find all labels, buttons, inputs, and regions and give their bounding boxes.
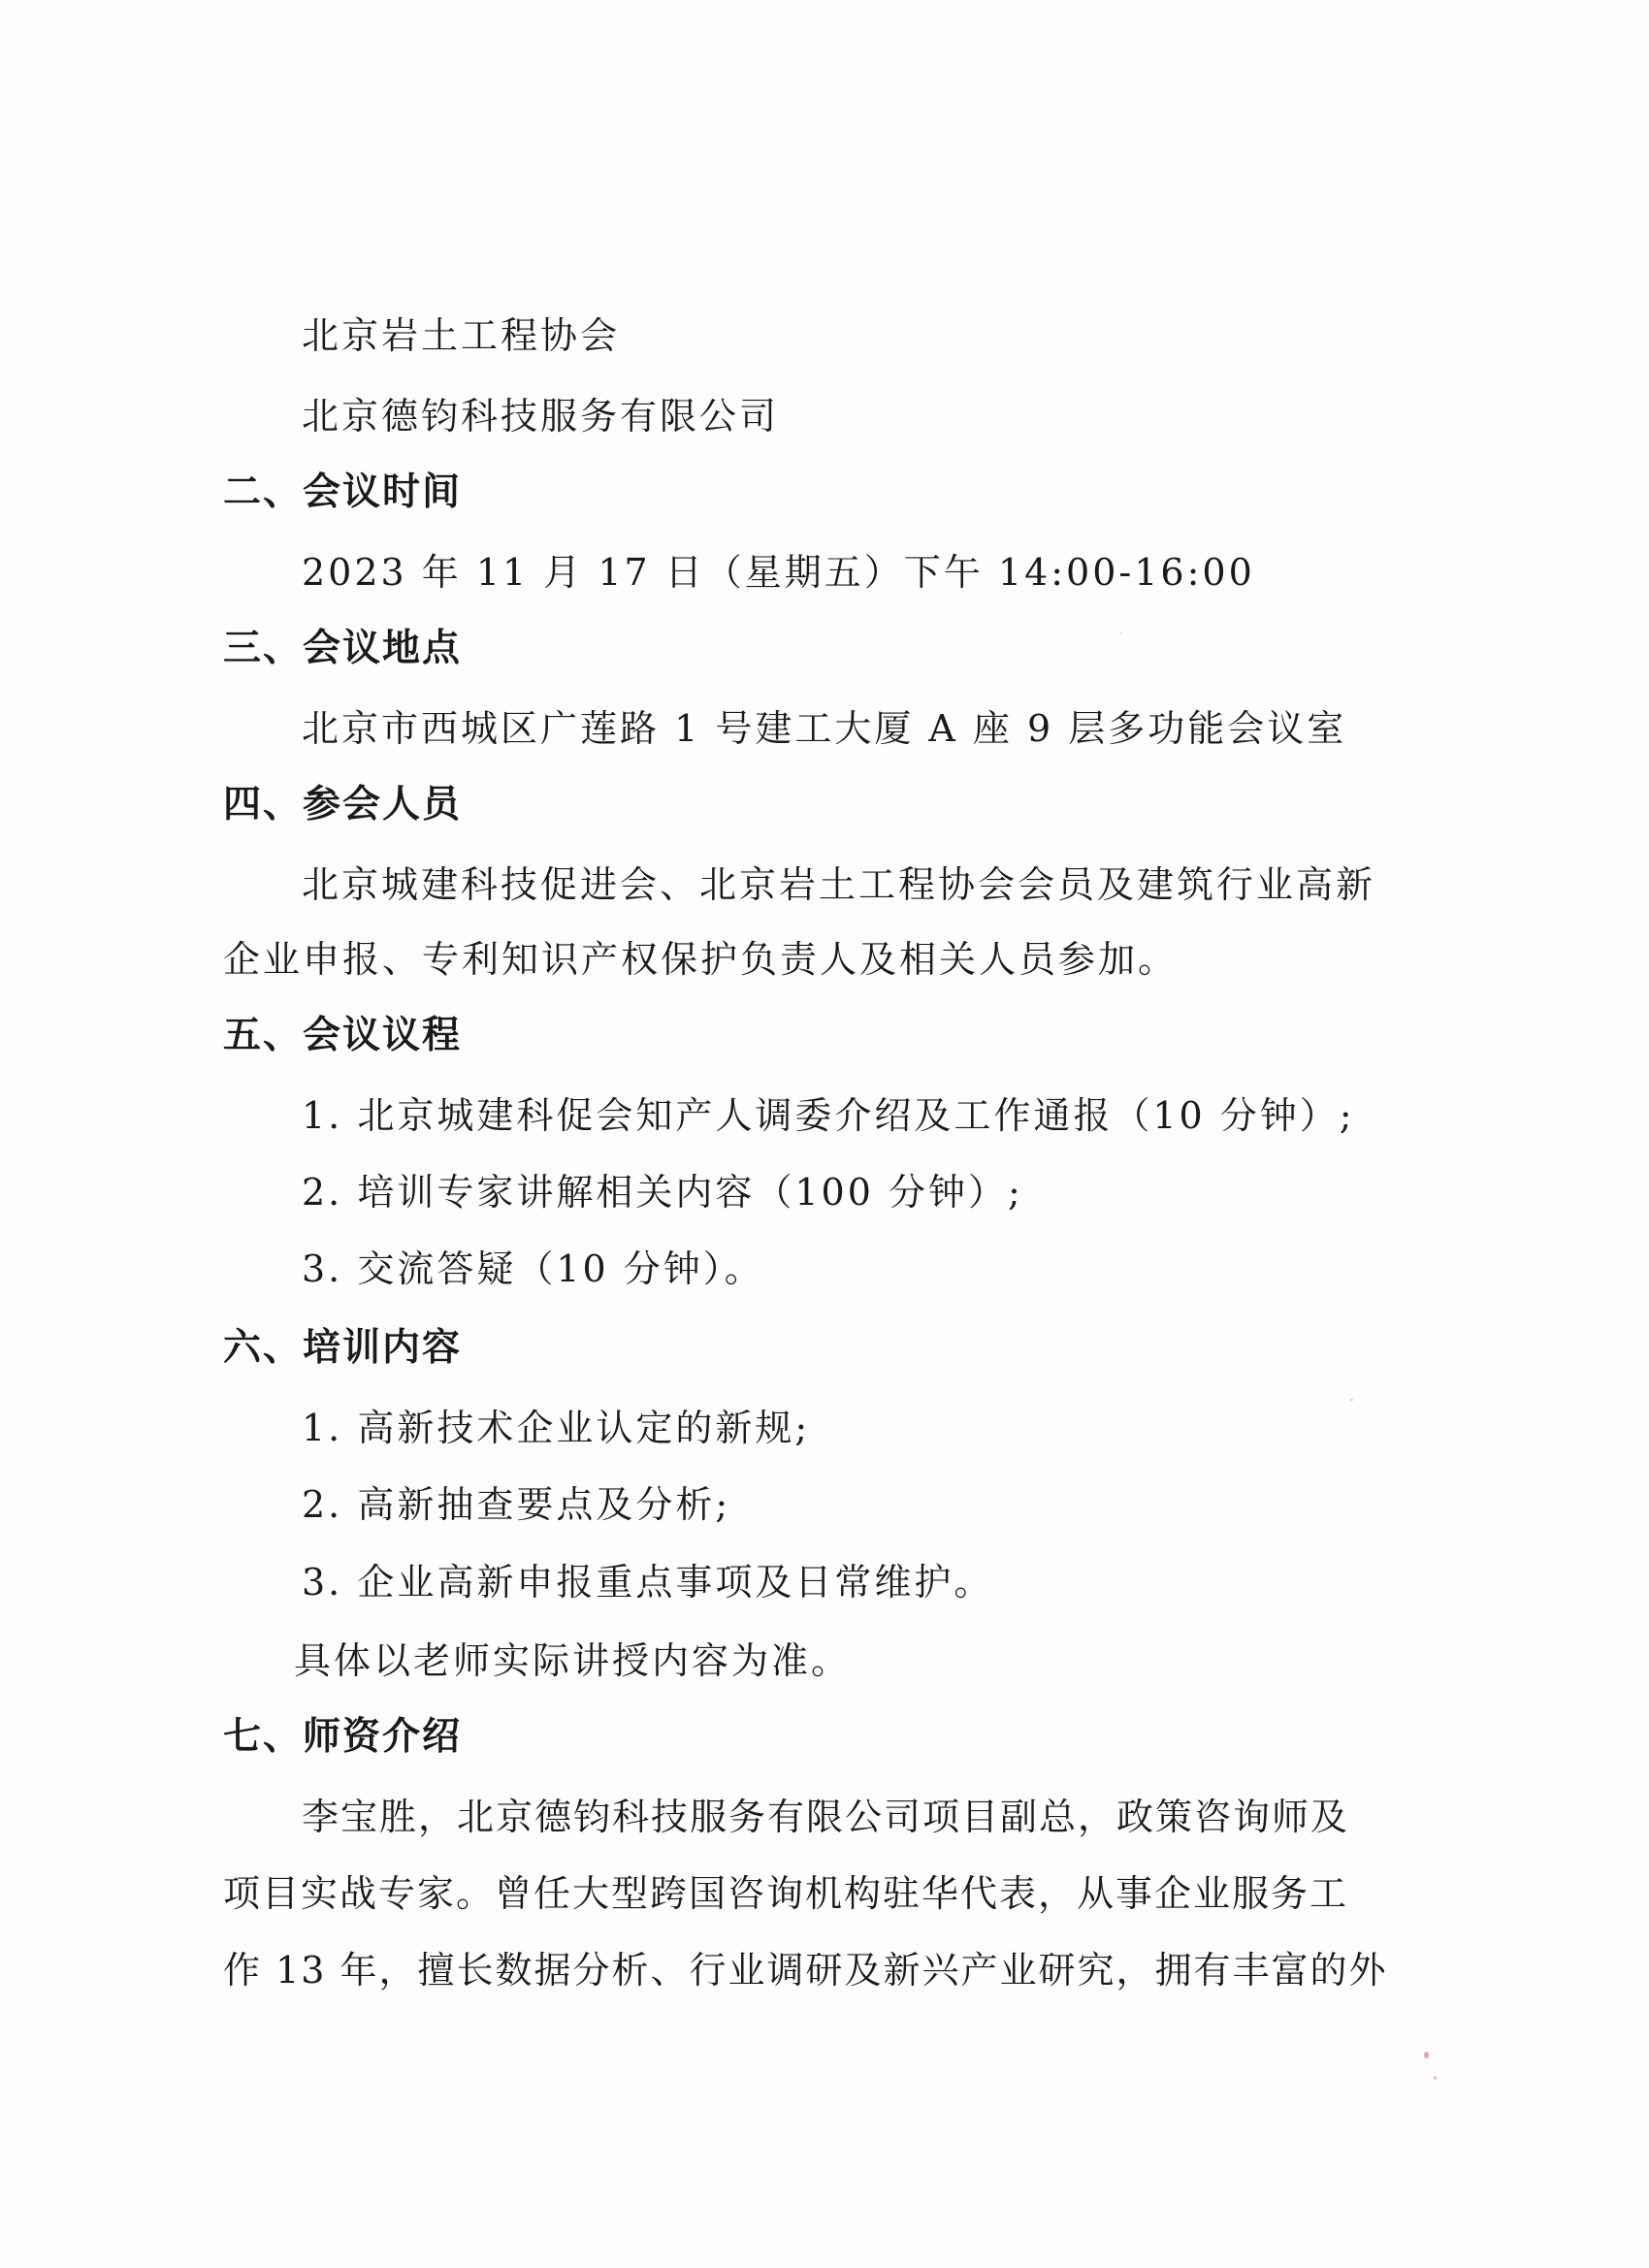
section-instructor-heading: 七、师资介绍 <box>223 1715 463 1759</box>
section-location-text: 北京市西城区广莲路 1 号建工大厦 A 座 9 层多功能会议室 <box>302 707 1347 750</box>
instructor-line1: 李宝胜，北京德钧科技服务有限公司项目副总，政策咨询师及 <box>302 1796 1350 1838</box>
scan-speck <box>1350 1399 1353 1401</box>
scan-speck <box>1120 632 1122 633</box>
section-training-heading: 六、培训内容 <box>223 1326 463 1370</box>
instructor-line2: 项目实战专家。曾任大型跨国咨询机构驻华代表，从事企业服务工 <box>223 1872 1349 1915</box>
scan-speck <box>1424 2052 1429 2058</box>
section-location-heading: 三、会议地点 <box>223 627 463 670</box>
training-item-3: 3. 企业高新申报重点事项及日常维护。 <box>302 1561 994 1604</box>
agenda-item-3: 3. 交流答疑（10 分钟）。 <box>302 1247 764 1290</box>
organizer-2: 北京德钧科技服务有限公司 <box>302 395 780 437</box>
section-time-heading: 二、会议时间 <box>223 470 463 514</box>
section-attendees-line1: 北京城建科技促进会、北京岩土工程协会会员及建筑行业高新 <box>302 863 1376 906</box>
scan-speck <box>1434 2076 1437 2080</box>
training-note: 具体以老师实际讲授内容为准。 <box>294 1639 852 1682</box>
training-item-2: 2. 高新抽查要点及分析; <box>302 1483 731 1526</box>
organizer-1: 北京岩土工程协会 <box>302 314 621 357</box>
training-item-1: 1. 高新技术企业认定的新规; <box>302 1407 811 1449</box>
instructor-line3: 作 13 年，擅长数据分析、行业调研及新兴产业研究，拥有丰富的外 <box>223 1949 1388 1992</box>
agenda-item-2: 2. 培训专家讲解相关内容（100 分钟）; <box>302 1171 1023 1214</box>
section-time-text: 2023 年 11 月 17 日（星期五）下午 14:00-16:00 <box>302 551 1255 594</box>
section-attendees-heading: 四、参会人员 <box>223 783 463 826</box>
section-attendees-line2: 企业申报、专利知识产权保护负责人及相关人员参加。 <box>223 938 1179 981</box>
section-agenda-heading: 五、会议议程 <box>223 1014 463 1057</box>
agenda-item-1: 1. 北京城建科促会知产人调委介绍及工作通报（10 分钟）; <box>302 1094 1355 1137</box>
